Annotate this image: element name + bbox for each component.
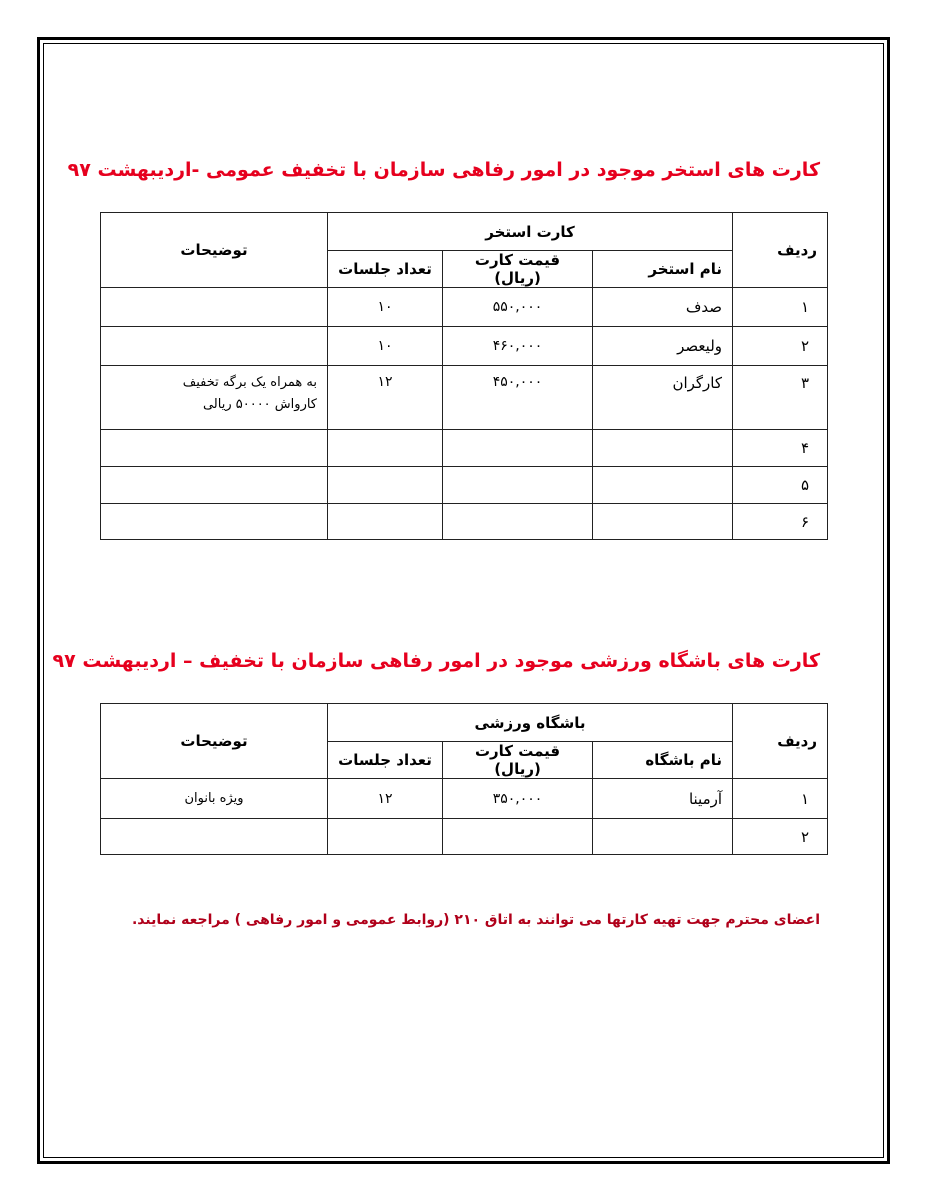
pool-price — [443, 504, 593, 540]
gym-table — [100, 703, 828, 855]
table-row — [101, 819, 828, 855]
pool-sessions — [328, 504, 443, 540]
gym-desc: ویژه بانوان — [101, 779, 328, 819]
pool-price: ۴۵۰,۰۰۰ — [443, 366, 593, 430]
pool-desc — [101, 467, 328, 504]
gym-sessions — [328, 819, 443, 855]
gym-header-desc: توضیحات — [101, 704, 328, 779]
table-row — [101, 779, 828, 819]
gym-header-row: ردیف — [733, 704, 828, 779]
pool-desc — [101, 504, 328, 540]
row-index: ۶ — [733, 504, 828, 540]
gym-name: آرمینا — [593, 779, 733, 819]
gym-name — [593, 819, 733, 855]
gym-header-price: قیمت کارت (ریال) — [443, 742, 593, 779]
pool-header-sessions: تعداد جلسات — [328, 251, 443, 288]
gym-desc — [101, 819, 328, 855]
table-row — [101, 327, 828, 366]
pool-sessions — [328, 467, 443, 504]
pool-header-name: نام استخر — [593, 251, 733, 288]
pool-price: ۵۵۰,۰۰۰ — [443, 288, 593, 327]
gym-title: کارت های باشگاه ورزشی موجود در امور رفاهی سازمان با تخفیف – اردیبهشت ۹۷ — [52, 650, 820, 672]
pool-title: کارت های استخر موجود در امور رفاهی سازمان با تخفیف عمومی -اردیبهشت ۹۷ — [67, 159, 820, 181]
pool-price — [443, 430, 593, 467]
pool-sessions — [328, 430, 443, 467]
pool-desc — [101, 366, 328, 430]
footer-note: اعضای محترم جهت تهیه کارتها می توانند به اتاق ۲۱۰ (روابط عمومی و امور رفاهی ) مراجعه نمایند. — [131, 912, 820, 928]
table-row — [101, 504, 828, 540]
pool-header-group: کارت استخر — [328, 213, 733, 251]
pool-name: کارگران — [593, 366, 733, 430]
table-row — [101, 366, 828, 430]
gym-header-name: نام باشگاه — [593, 742, 733, 779]
pool-price — [443, 467, 593, 504]
pool-desc — [101, 288, 328, 327]
page-border-inner — [43, 43, 884, 1158]
row-index: ۵ — [733, 467, 828, 504]
gym-sessions: ۱۲ — [328, 779, 443, 819]
row-index: ۲ — [733, 819, 828, 855]
pool-desc-line: به همراه یک برگه تخفیف — [182, 375, 317, 390]
pool-name — [593, 467, 733, 504]
pool-header-price: قیمت کارت (ریال) — [443, 251, 593, 288]
gym-header-sessions: تعداد جلسات — [328, 742, 443, 779]
pool-desc-line: کارواش ۵۰۰۰۰ ریالی — [202, 397, 317, 412]
table-row — [101, 288, 828, 327]
table-row — [101, 467, 828, 504]
pool-sessions: ۱۰ — [328, 288, 443, 327]
gym-price — [443, 819, 593, 855]
pool-sessions: ۱۲ — [328, 366, 443, 430]
gym-price: ۳۵۰,۰۰۰ — [443, 779, 593, 819]
row-index: ۲ — [733, 327, 828, 366]
pool-sessions: ۱۰ — [328, 327, 443, 366]
pool-desc — [101, 430, 328, 467]
pool-name — [593, 504, 733, 540]
pool-header-desc: توضیحات — [101, 213, 328, 288]
row-index: ۱ — [733, 288, 828, 327]
pool-table — [100, 212, 828, 540]
gym-header-group: باشگاه ورزشی — [328, 704, 733, 742]
pool-price: ۴۶۰,۰۰۰ — [443, 327, 593, 366]
row-index: ۳ — [733, 366, 828, 430]
row-index: ۱ — [733, 779, 828, 819]
row-index: ۴ — [733, 430, 828, 467]
pool-desc — [101, 327, 328, 366]
pool-name — [593, 430, 733, 467]
pool-name: ولیعصر — [593, 327, 733, 366]
table-row — [101, 430, 828, 467]
pool-header-row: ردیف — [733, 213, 828, 288]
pool-name: صدف — [593, 288, 733, 327]
